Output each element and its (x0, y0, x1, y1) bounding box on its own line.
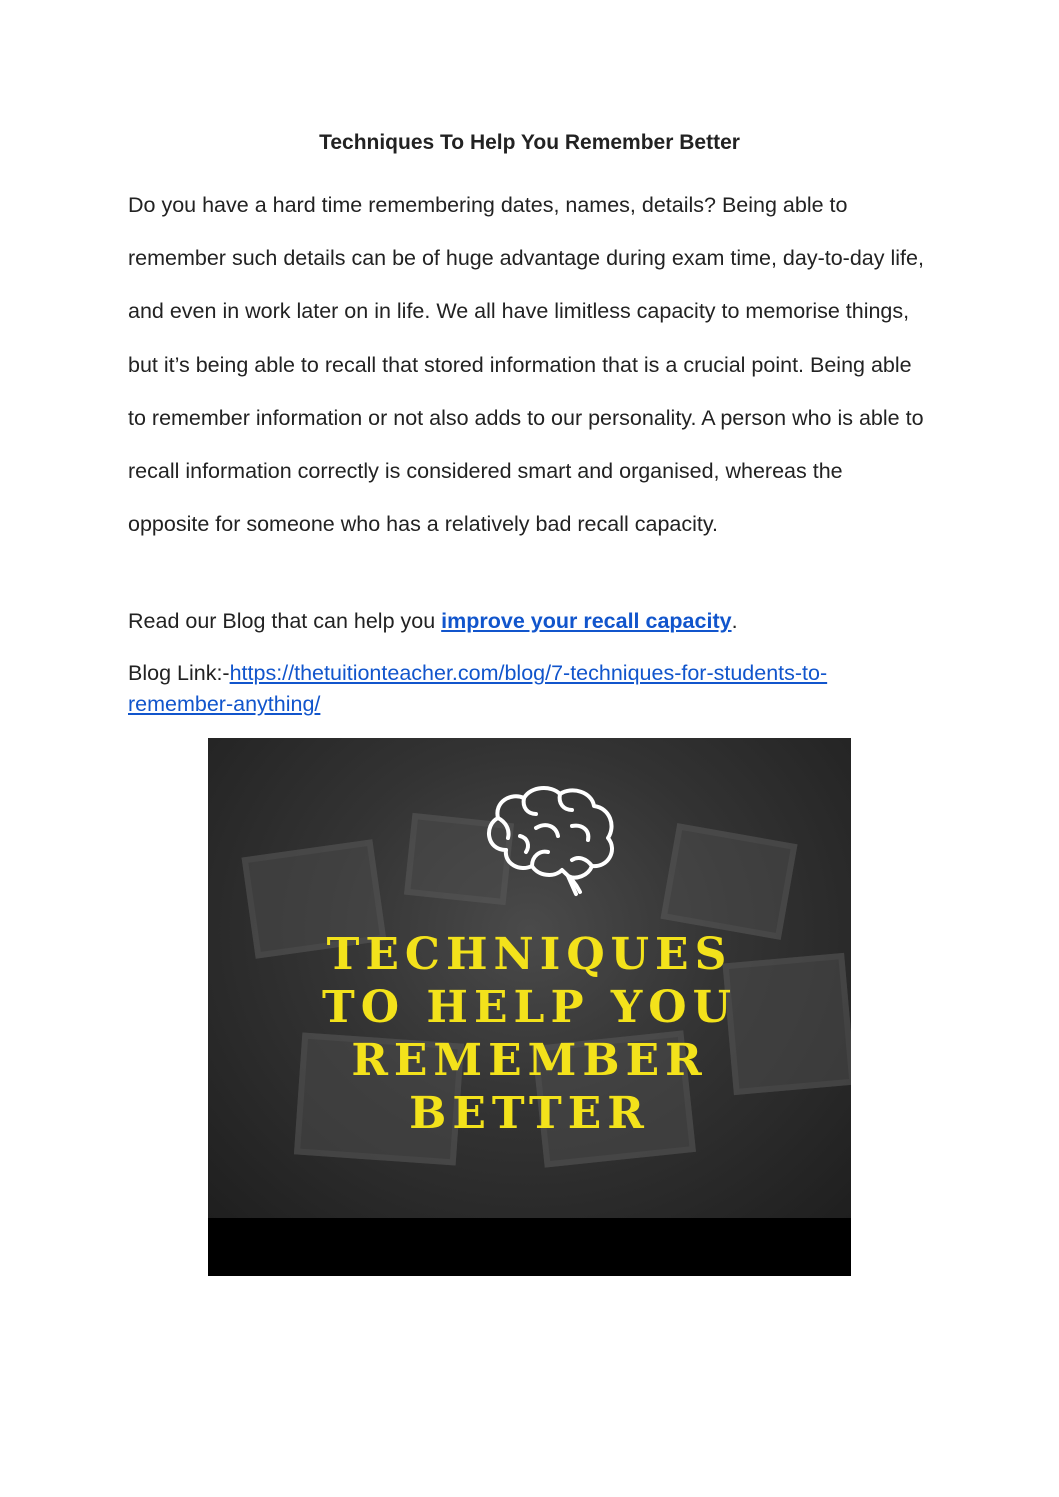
banner-line-1: TECHNIQUES (326, 929, 733, 980)
read-suffix: . (731, 609, 738, 633)
banner-bottom-bar (208, 1218, 851, 1276)
banner-line-2: TO HELP YOU (322, 982, 737, 1033)
read-prefix: Read our Blog that can help you (128, 609, 442, 633)
banner-headline (208, 928, 851, 1140)
brain-icon (476, 780, 626, 900)
banner-line-3: REMEMBER (351, 1035, 708, 1086)
banner-line-4: BETTER (409, 1088, 650, 1139)
page-title: Techniques To Help You Remember Better (319, 131, 740, 154)
banner-image (208, 738, 851, 1276)
blog-link-line (128, 658, 928, 720)
blog-link-label: Blog Link:- (128, 661, 230, 685)
improve-recall-link[interactable]: improve your recall capacity (441, 609, 732, 633)
read-blog-line (128, 604, 738, 638)
intro-paragraph: Do you have a hard time remembering dates, names, details? Being able to remember such details can be of huge advantage during exam time, day-to-day life, and even in work later on in life. We all have limitless capacity to memorise things, but it’s being able to recall that stored information that is a crucial point. Being able to remember information or not also adds to our personality. A person who is able to recall information correctly is considered smart and organised, whereas the opposite for someone who has a relatively bad recall capacity. (128, 193, 924, 537)
blog-url-link[interactable]: https://thetuitionteacher.com/blog/7-techniques-for-students-to-remember-anything/ (128, 661, 828, 716)
